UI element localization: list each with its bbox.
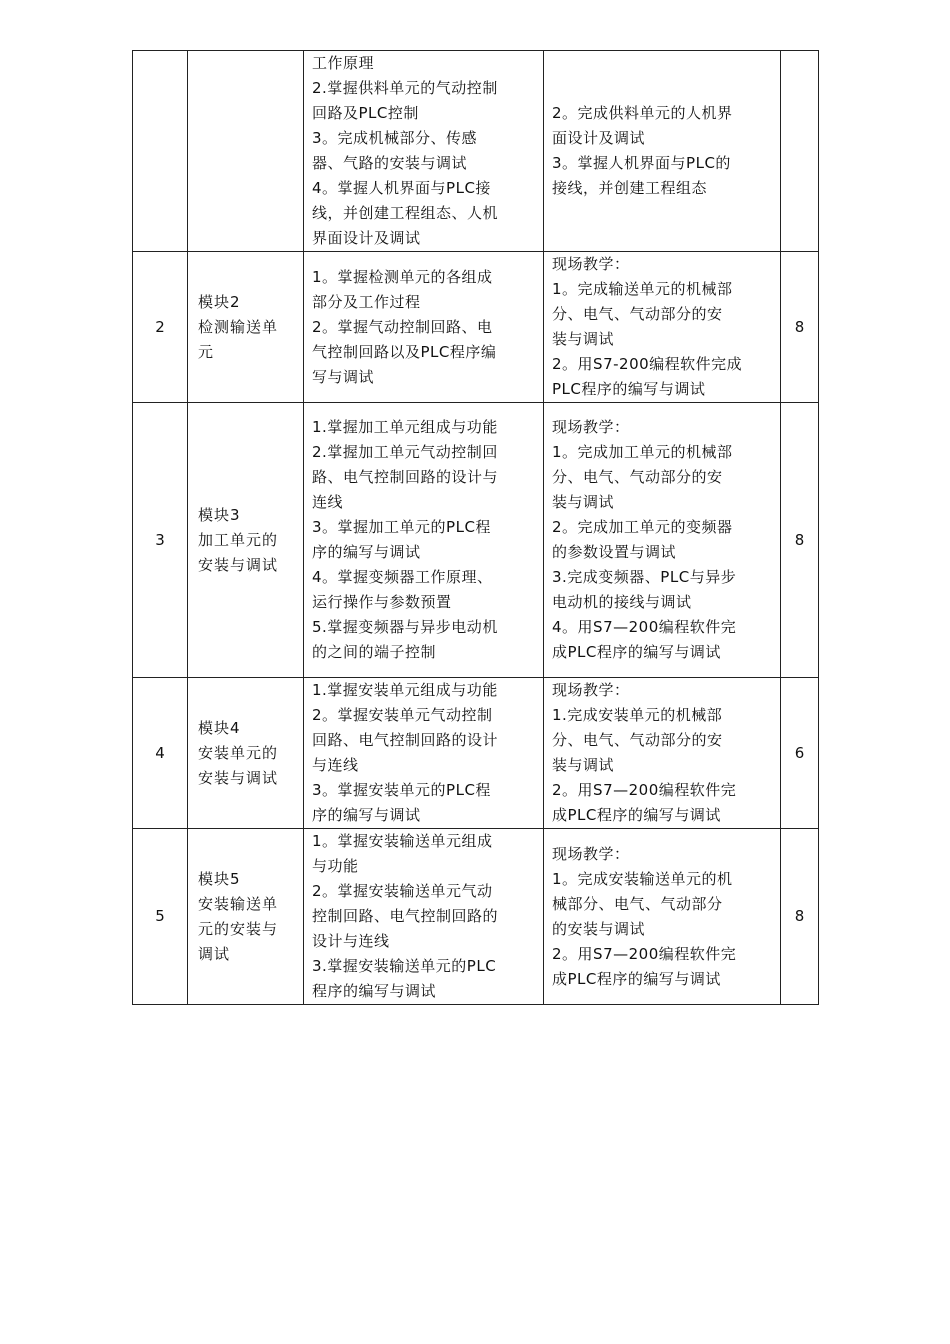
teaching-activities [544, 403, 781, 678]
cell-text-line: 2。掌握安装输送单元气动 [312, 882, 493, 900]
class-hours: 6 [781, 678, 819, 829]
cell-text-line: 元 [198, 342, 215, 361]
cell-text-line: 安装输送单 [198, 894, 279, 913]
cell-text-line: 3。掌握人机界面与PLC的 [552, 154, 731, 172]
cell-text-line: 安装单元的 [198, 743, 279, 762]
class-hours: 8 [781, 829, 819, 1005]
teaching-activities [544, 829, 781, 1005]
cell-text-line: 序的编写与调试 [312, 806, 421, 824]
row-number: 2 [133, 252, 188, 403]
row-number: 5 [133, 829, 188, 1005]
cell-text-line: 的安装与调试 [552, 919, 646, 938]
cell-text-line: 回路及PLC控制 [312, 104, 419, 122]
class-hours: 8 [781, 252, 819, 403]
cell-text-line: 4。用S7—200编程软件完 [552, 618, 737, 636]
teaching-activities [544, 252, 781, 403]
cell-text-line: 器、气路的安装与调试 [312, 154, 468, 172]
cell-text-line: 3.掌握安装输送单元的PLC [312, 957, 497, 975]
cell-text-line: 程序的编写与调试 [312, 982, 437, 1000]
cell-text-line: 部分及工作过程 [312, 292, 421, 311]
learning-goals [304, 252, 544, 403]
module-name [188, 829, 304, 1005]
learning-goals [304, 678, 544, 829]
cell-text-line: 3。掌握加工单元的PLC程 [312, 518, 491, 536]
cell-text-line: 1.完成安装单元的机械部 [552, 706, 723, 724]
cell-text-line: 气控制回路以及PLC程序编 [312, 342, 497, 361]
cell-text-line: 5.掌握变频器与异步电动机 [312, 618, 498, 636]
learning-goals [304, 51, 544, 252]
cell-text-line: 4。掌握人机界面与PLC接 [312, 179, 491, 197]
cell-text-line: 加工单元的 [198, 530, 279, 549]
module-name [188, 403, 304, 678]
cell-text-line: 的参数设置与调试 [552, 543, 677, 561]
cell-text-line: 3。掌握安装单元的PLC程 [312, 781, 491, 799]
cell-text-line: 运行操作与参数预置 [312, 593, 452, 611]
cell-text-line: 模块4 [198, 718, 241, 737]
course-table-body [133, 51, 819, 1005]
cell-text-line: 工作原理 [312, 54, 375, 72]
cell-text-line: 的之间的端子控制 [312, 643, 437, 661]
class-hours: 8 [781, 403, 819, 678]
cell-text-line: 装与调试 [552, 330, 615, 348]
cell-text-line: 2。完成加工单元的变频器 [552, 518, 733, 536]
table-row [133, 678, 819, 829]
cell-text-line: 现场教学： [552, 844, 630, 863]
cell-text-line: 2。掌握安装单元气动控制 [312, 706, 493, 724]
cell-text-line: 成PLC程序的编写与调试 [552, 643, 721, 661]
cell-text-line: 与功能 [312, 857, 359, 875]
cell-text-line: 1.掌握安装单元组成与功能 [312, 681, 498, 699]
cell-text-line: 2。用S7-200编程软件完成 [552, 355, 743, 373]
cell-text-line: 1.掌握加工单元组成与功能 [312, 418, 498, 436]
row-number: 3 [133, 403, 188, 678]
course-module-table [132, 50, 819, 1005]
cell-text-line: 界面设计及调试 [312, 229, 421, 247]
cell-text-line: 安装与调试 [198, 768, 279, 787]
table-row [133, 403, 819, 678]
cell-text-line: 模块5 [198, 869, 241, 888]
learning-goals [304, 403, 544, 678]
cell-text-line: 成PLC程序的编写与调试 [552, 806, 721, 824]
cell-text-line: 2。完成供料单元的人机界 [552, 104, 733, 122]
cell-text-line: 分、电气、气动部分的安 [552, 305, 723, 323]
cell-text-line: 2.掌握加工单元气动控制回 [312, 443, 498, 461]
cell-text-line: 回路、电气控制回路的设计 [312, 731, 499, 749]
row-number: 4 [133, 678, 188, 829]
table-row [133, 51, 819, 252]
cell-text-line: 分、电气、气动部分的安 [552, 468, 723, 486]
cell-text-line: PLC程序的编写与调试 [552, 380, 706, 398]
class-hours [781, 51, 819, 252]
cell-text-line: 2.掌握供料单元的气动控制 [312, 79, 498, 97]
cell-text-line: 控制回路、电气控制回路的 [312, 907, 499, 925]
cell-text-line: 序的编写与调试 [312, 543, 421, 561]
cell-text-line: 模块2 [198, 292, 241, 311]
cell-text-line: 2。掌握气动控制回路、电 [312, 317, 493, 336]
row-number [133, 51, 188, 252]
learning-goals [304, 829, 544, 1005]
cell-text-line: 模块3 [198, 505, 241, 524]
cell-text-line: 械部分、电气、气动部分 [552, 894, 723, 913]
cell-text-line: 2。用S7—200编程软件完 [552, 781, 737, 799]
cell-text-line: 4。掌握变频器工作原理、 [312, 568, 493, 586]
cell-text-line: 接线，并创建工程组态 [552, 179, 708, 197]
cell-text-line: 现场教学： [552, 418, 630, 436]
cell-text-line: 调试 [198, 944, 231, 963]
cell-text-line: 线，并创建工程组态、人机 [312, 204, 499, 222]
cell-text-line: 安装与调试 [198, 555, 279, 574]
module-name [188, 678, 304, 829]
cell-text-line: 1。掌握安装输送单元组成 [312, 832, 493, 850]
cell-text-line: 1。完成输送单元的机械部 [552, 280, 733, 298]
table-row [133, 829, 819, 1005]
cell-text-line: 元的安装与 [198, 919, 279, 938]
cell-text-line: 面设计及调试 [552, 129, 646, 147]
teaching-activities [544, 678, 781, 829]
module-name [188, 252, 304, 403]
cell-text-line: 检测输送单 [198, 317, 279, 336]
cell-text-line: 2。用S7—200编程软件完 [552, 944, 737, 963]
cell-text-line: 现场教学： [552, 255, 630, 273]
cell-text-line: 1。完成加工单元的机械部 [552, 443, 733, 461]
cell-text-line: 成PLC程序的编写与调试 [552, 969, 721, 988]
module-name [188, 51, 304, 252]
cell-text-line: 电动机的接线与调试 [552, 593, 692, 611]
cell-text-line: 3.完成变频器、PLC与异步 [552, 568, 737, 586]
cell-text-line: 1。掌握检测单元的各组成 [312, 267, 493, 286]
teaching-activities [544, 51, 781, 252]
table-row [133, 252, 819, 403]
cell-text-line: 现场教学： [552, 681, 630, 699]
cell-text-line: 装与调试 [552, 756, 615, 774]
cell-text-line: 路、电气控制回路的设计与 [312, 468, 499, 486]
cell-text-line: 设计与连线 [312, 932, 390, 950]
cell-text-line: 与连线 [312, 756, 359, 774]
cell-text-line: 3。完成机械部分、传感 [312, 129, 478, 147]
cell-text-line: 写与调试 [312, 367, 375, 386]
cell-text-line: 连线 [312, 493, 344, 511]
cell-text-line: 分、电气、气动部分的安 [552, 731, 723, 749]
cell-text-line: 1。完成安装输送单元的机 [552, 869, 733, 888]
cell-text-line: 装与调试 [552, 493, 615, 511]
